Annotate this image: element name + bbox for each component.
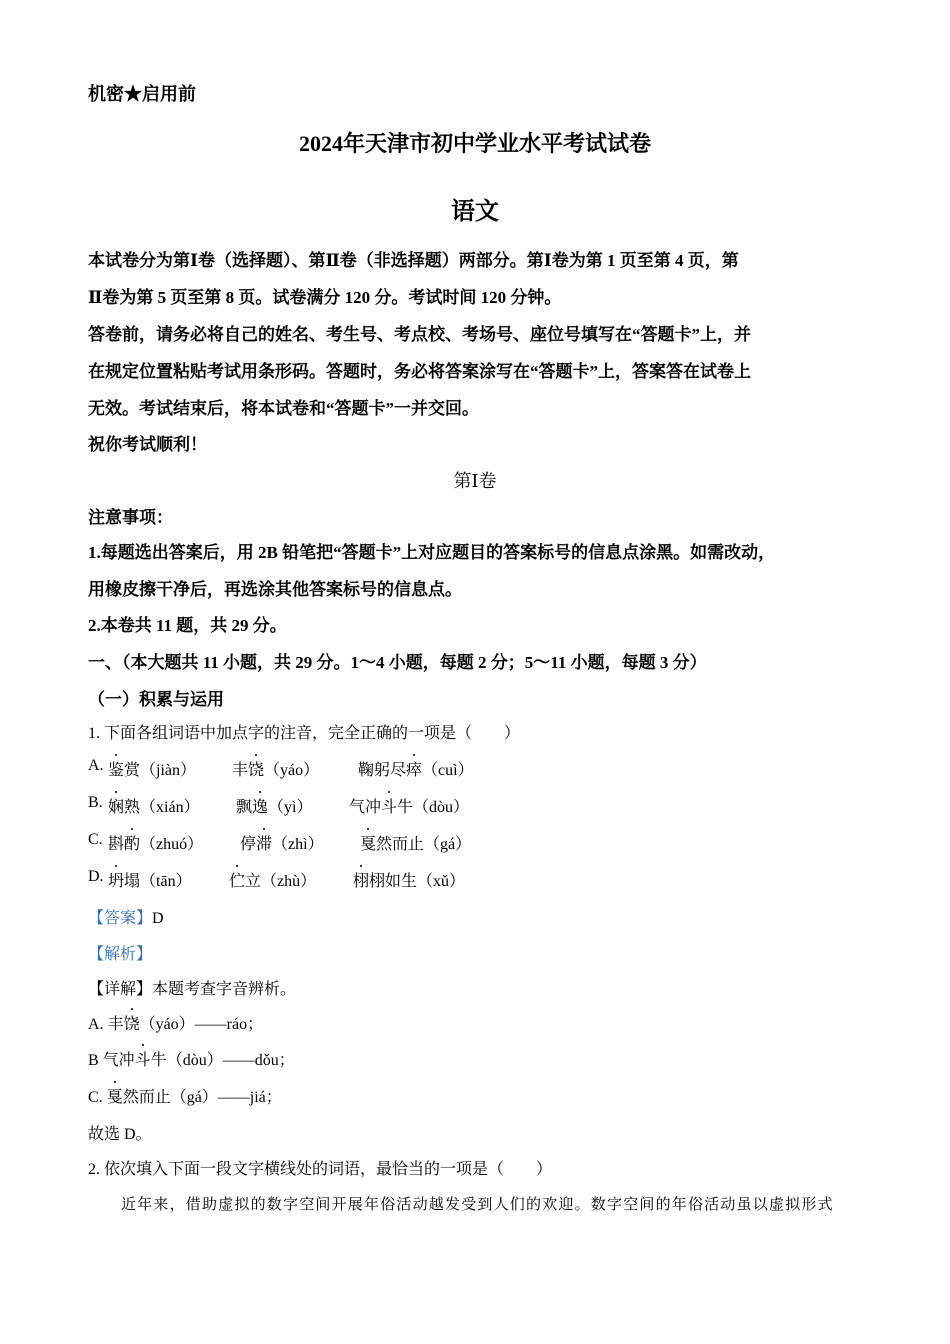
detail-tag: 【详解】 (88, 981, 153, 998)
dotted-char: 逸 (252, 794, 268, 817)
answer-line (88, 905, 164, 928)
notes-item-2: 2.本卷共 11 题，共 29 分。 (88, 616, 287, 635)
notes-item-1a: 1.每题选出答案后，用 2B 铅笔把“答题卡”上对应题目的答案标号的信息点涂黑。如需改动， (88, 543, 776, 562)
dotted-char: 滞 (256, 831, 272, 854)
answer-tag: 【答案】 (88, 910, 153, 927)
section-heading: （一）积累与运用 (88, 690, 224, 709)
part-heading: 一、（本大题共 11 小题，共 29 分。1～4 小题，每题 2 分；5～11 小题，每题 3 分） (88, 653, 707, 672)
explanation-b: B 气冲斗牛（dòu）——dǒu； (88, 1047, 295, 1070)
question-2-stem: 2. 依次填入下面一段文字横线处的词语，最恰当的一项是（ ） (88, 1161, 553, 1178)
intro-line-1: 本试卷分为第Ⅰ卷（选择题）、第Ⅱ卷（非选择题）两部分。第Ⅰ卷为第 1 页至第 4 页，第 (88, 251, 739, 270)
dotted-char: 饶 (248, 757, 264, 780)
dotted-char: 鉴 (108, 757, 124, 780)
intro-line-3: 答卷前，请务必将自己的姓名、考生号、考点校、考场号、座位号填写在“答题卡”上，并 (88, 325, 751, 344)
dotted-char: 栩 (353, 868, 369, 891)
confidential-label: 机密★启用前 (88, 84, 196, 104)
dotted-char: 斗 (381, 794, 397, 817)
explanation-c: C. 戛然而止（gá）——jiá； (88, 1084, 282, 1107)
analysis-tag: 【解析】 (88, 946, 153, 963)
notes-item-1b: 用橡皮擦干净后，再选涂其他答案标号的信息点。 (88, 580, 462, 599)
notes-heading: 注意事项： (88, 508, 173, 527)
option-word: 娴熟（xián） (108, 794, 200, 817)
option-word: 停滞（zhì） (240, 831, 324, 854)
exam-title: 2024年天津市初中学业水平考试试卷 (298, 131, 651, 156)
explanation-a: A. 丰饶（yáo）——ráo； (88, 1011, 263, 1034)
option-word: 坍塌（tān） (108, 868, 192, 891)
option-word: 气冲斗牛（dòu） (349, 794, 469, 817)
answer-value: D (152, 910, 164, 927)
question-2-passage: 近年来，借助虚拟的数字空间开展年俗活动越发受到人们的欢迎。数字空间的年俗活动虽以虚拟形式 (121, 1195, 834, 1213)
option-word: 栩栩如生（xǔ） (353, 868, 465, 891)
question-1-stem: 1. 下面各组词语中加点字的注音，完全正确的一项是（ ） (88, 725, 521, 742)
option-label: A. (88, 757, 104, 774)
option-label: D. (88, 868, 104, 885)
dotted-char: 斗 (135, 1047, 151, 1070)
intro-line-5: 无效。考试结束后，将本试卷和“答题卡”一并交回。 (88, 399, 479, 418)
dotted-char: 戛 (360, 831, 376, 854)
option-word: 戛然而止（gá） (360, 831, 471, 854)
dotted-char: 酌 (124, 831, 140, 854)
subject-title: 语文 (451, 199, 499, 225)
option-word: 斟酌（zhuó） (108, 831, 203, 854)
option-label: B. (88, 794, 103, 811)
dotted-char: 坍 (108, 868, 124, 891)
volume-title: 第Ⅰ卷 (453, 471, 497, 491)
dotted-char: 娴 (108, 794, 124, 817)
option-word: 丰饶（yáo） (232, 757, 319, 780)
detail-line (88, 976, 296, 999)
option-word: 鞠躬尽瘁（cuì） (358, 757, 474, 780)
option-word: 伫立（zhù） (229, 868, 316, 891)
dotted-char: 饶 (124, 1011, 140, 1034)
intro-line-6: 祝你考试顺利！ (88, 435, 207, 454)
dotted-char: 戛 (107, 1084, 123, 1107)
detail-text: 本题考查字音辨析。 (152, 981, 297, 998)
intro-line-2: Ⅱ卷为第 5 页至第 8 页。试卷满分 120 分。考试时间 120 分钟。 (88, 288, 562, 307)
dotted-char: 伫 (229, 868, 245, 891)
dotted-char: 瘁 (406, 757, 422, 780)
intro-line-4: 在规定位置粘贴考试用条形码。答题时，务必将答案涂写在“答题卡”上，答案答在试卷上 (88, 362, 751, 381)
conclusion: 故选 D。 (88, 1126, 152, 1143)
option-word: 鉴赏（jiàn） (108, 757, 196, 780)
option-word: 飘逸（yì） (236, 794, 312, 817)
option-label: C. (88, 831, 103, 848)
